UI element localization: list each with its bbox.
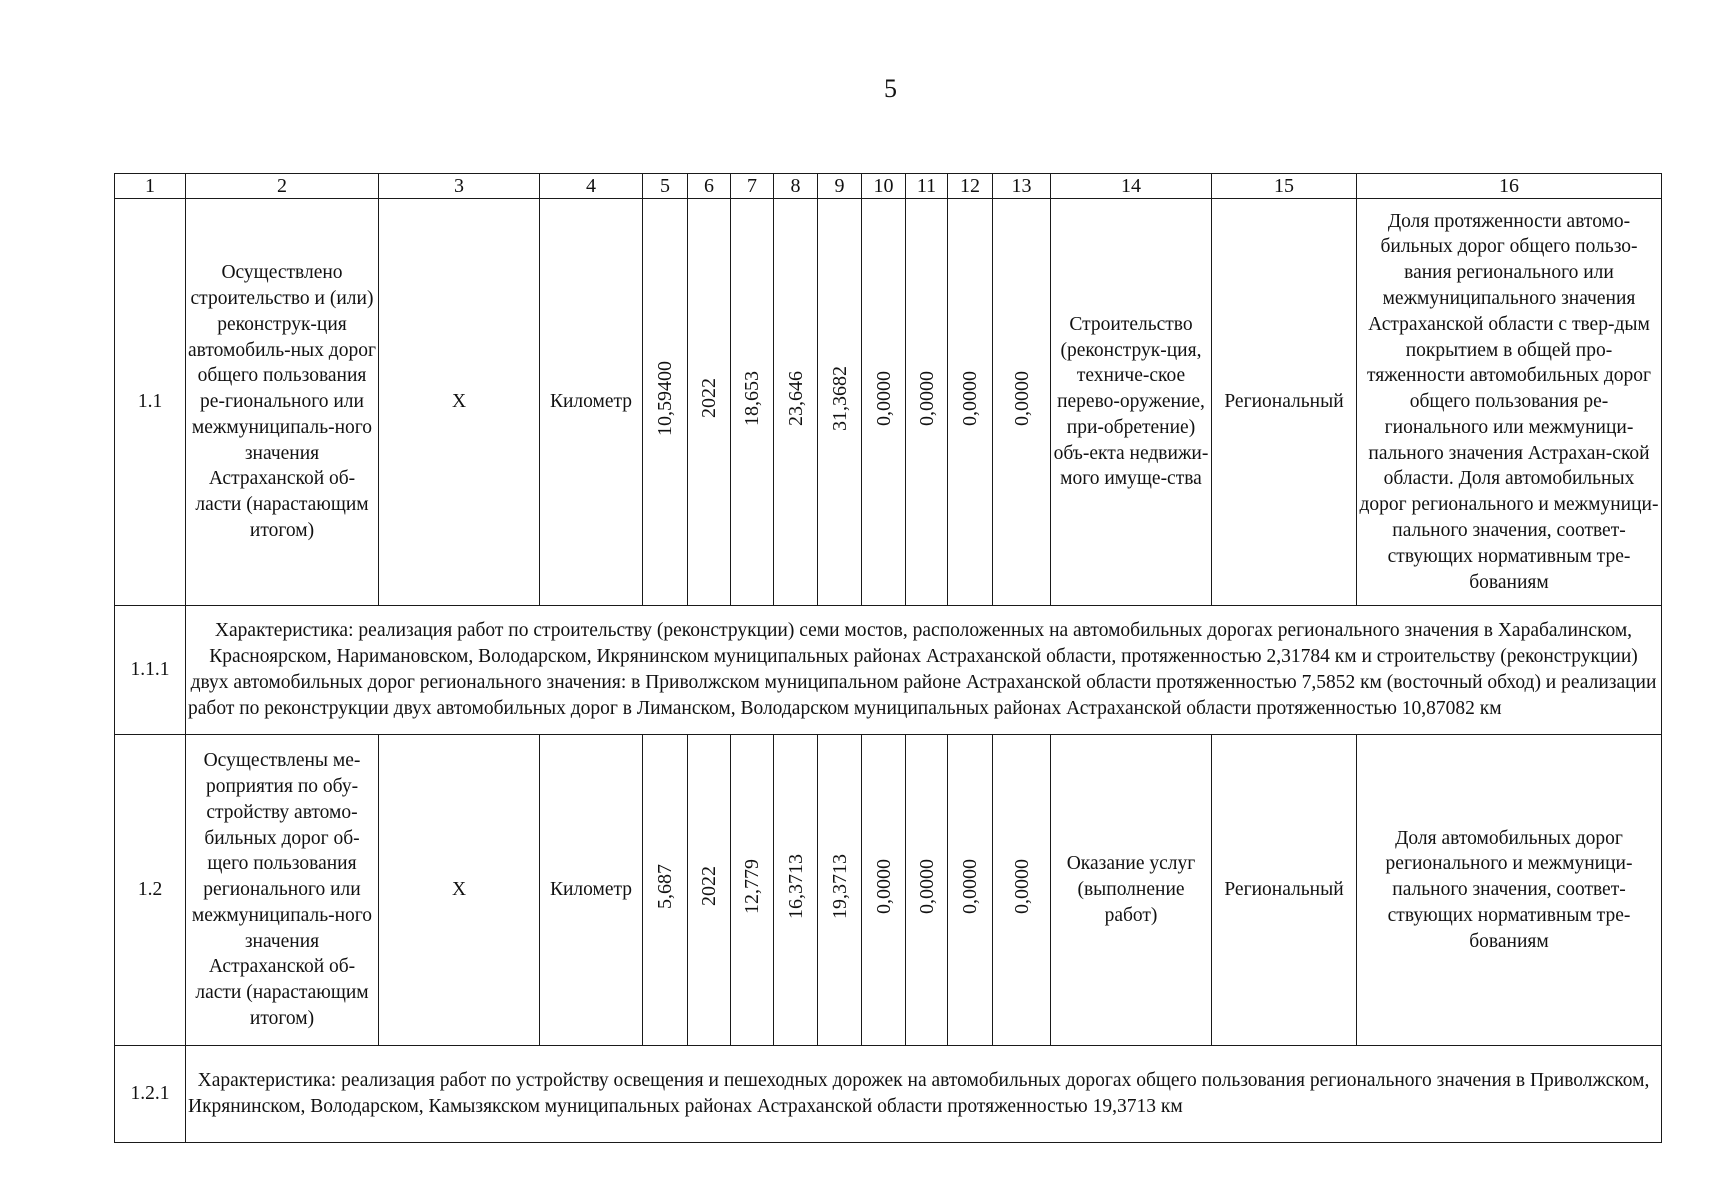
value-text: 0,0000 (959, 370, 981, 426)
row-number: 1.2.1 (115, 1046, 186, 1143)
value-text: 0,0000 (1010, 370, 1033, 426)
result-cell: Осуществлено строительство и (или) реконструк-ция автомобиль-ных дорог общего пользования ре-гионального или межмуниципаль-ного значения Астраханской об-ласти (нарастающим итогом) (186, 199, 379, 606)
column-header: 1 (115, 174, 186, 199)
value-text: 0,0000 (915, 858, 938, 914)
value-cell (906, 735, 948, 1046)
row-number: 1.2 (115, 735, 186, 1046)
column-header: 4 (540, 174, 643, 199)
indicator-cell: Доля автомобильных дорог регионального и межмуници-пального значения, соответ-ствующих нормативным тре-бованиям (1357, 735, 1662, 1046)
characteristic-cell: Характеристика: реализация работ по строительству (реконструкции) семи мостов, расположенных на автомобильных дорогах регионального значения в Харабалинском, Красноярском, Наримановском, Володарском, Икрянинском муниципальных районах Астраханской области, протяженностью 2,31784 км и строительству (реконструкции) двух автомобильных дорог регионального значения: в Приволжском муниципальном районе Астраханской области протяженностью 7,5852 км (восточный обход) и реализации работ по реконструкции двух автомобильных дорог в Лиманском, Володарском муниципальных районах Астраханской области протяженностью 10,87082 км (186, 606, 1662, 735)
value-text: 0,0000 (915, 370, 938, 426)
column-header: 2 (186, 174, 379, 199)
value-cell (862, 199, 906, 606)
value-text: 0,0000 (1010, 858, 1033, 914)
type-cell: Оказание услуг (выполнение работ) (1051, 735, 1212, 1046)
value-text: 2022 (698, 378, 720, 419)
value-text: 23,646 (784, 370, 807, 426)
result-cell: Осуществлены ме-роприятия по обу-стройству автомо-бильных дорог об-щего пользования регионального или межмуниципаль-ного значения Астраханской об-ласти (нарастающим итогом) (186, 735, 379, 1046)
row-number: 1.1 (115, 199, 186, 606)
value-text: 5,687 (654, 863, 676, 909)
column-header: 15 (1212, 174, 1357, 199)
column-header: 10 (862, 174, 906, 199)
page-number: 5 (884, 74, 897, 103)
table-row (115, 735, 1662, 1046)
column-header: 16 (1357, 174, 1662, 199)
column-3-cell: Х (379, 735, 540, 1046)
column-header: 13 (993, 174, 1051, 199)
value-cell (818, 735, 862, 1046)
column-number-row (115, 174, 1662, 199)
column-header: 8 (774, 174, 818, 199)
value-text: 0,0000 (959, 858, 981, 914)
value-cell (818, 199, 862, 606)
column-header: 7 (731, 174, 774, 199)
column-3-cell: Х (379, 199, 540, 606)
value-text: 19,3713 (828, 853, 851, 919)
value-cell (862, 735, 906, 1046)
value-text: 0,0000 (872, 858, 895, 914)
value-cell (643, 199, 688, 606)
value-text: 2022 (698, 866, 720, 907)
value-cell (731, 735, 774, 1046)
unit-cell: Километр (540, 735, 643, 1046)
value-cell (731, 199, 774, 606)
table-row (115, 606, 1662, 735)
value-cell (688, 735, 731, 1046)
value-cell (948, 199, 993, 606)
value-cell (688, 199, 731, 606)
value-text: 18,653 (741, 370, 763, 426)
value-cell (993, 735, 1051, 1046)
value-cell (643, 735, 688, 1046)
value-text: 16,3713 (784, 853, 807, 919)
column-header: 5 (643, 174, 688, 199)
program-table (114, 173, 1662, 1143)
value-text: 31,3682 (828, 365, 851, 431)
indicator-cell: Доля протяженности автомо-бильных дорог общего пользо-вания регионального или межмуниципального значения Астраханской области с твер-дым покрытием в общей про-тяженности автомобильных дорог общего пользования ре-гионального или межмуници-пального значения Астрахан-ской области. Доля автомобильных дорог регионального и межмуници-пального значения, соответ-ствующих нормативным тре-бованиям (1357, 199, 1662, 606)
table-row (115, 199, 1662, 606)
value-cell (774, 735, 818, 1046)
column-header: 3 (379, 174, 540, 199)
value-text: 0,0000 (872, 370, 895, 426)
value-cell (993, 199, 1051, 606)
value-cell (774, 199, 818, 606)
table-row (115, 1046, 1662, 1143)
column-header: 14 (1051, 174, 1212, 199)
characteristic-cell: Характеристика: реализация работ по устройству освещения и пешеходных дорожек на автомобильных дорогах общего пользования регионального значения в Приволжском, Икрянинском, Володарском, Камызякском муниципальных районах Астраханской области протяженностью 19,3713 км (186, 1046, 1662, 1143)
column-header: 11 (906, 174, 948, 199)
value-text: 10,59400 (654, 360, 676, 436)
value-text: 12,779 (741, 858, 763, 914)
column-header: 9 (818, 174, 862, 199)
row-number: 1.1.1 (115, 606, 186, 735)
column-header: 12 (948, 174, 993, 199)
column-header: 6 (688, 174, 731, 199)
level-cell: Региональный (1212, 199, 1357, 606)
value-cell (906, 199, 948, 606)
type-cell: Строительство (реконструк-ция, техниче-ское перево-оружение, при-обретение) объ-екта недвижи-мого имуще-ства (1051, 199, 1212, 606)
value-cell (948, 735, 993, 1046)
unit-cell: Километр (540, 199, 643, 606)
level-cell: Региональный (1212, 735, 1357, 1046)
